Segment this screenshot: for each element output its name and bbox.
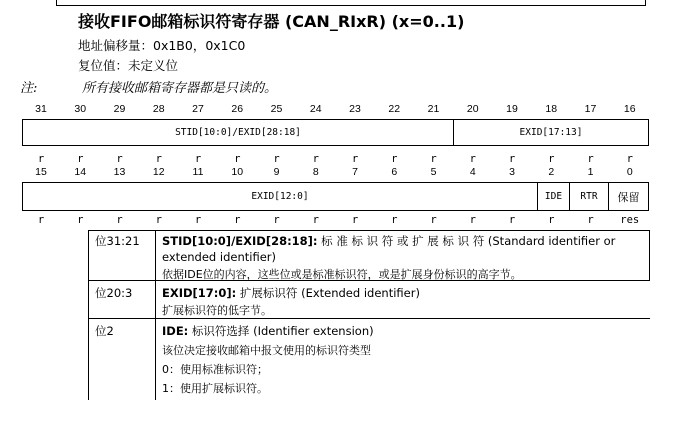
bit-number: 19	[506, 103, 518, 115]
access-type: r	[469, 214, 476, 226]
field-summary: 标 准 标 识 符 或 扩 展 标 识 符 (Standard identifier or extended identifier)	[162, 234, 616, 264]
bit-number: 14	[74, 166, 87, 178]
bit-number: 24	[309, 103, 322, 115]
field-label: 保留	[617, 190, 640, 204]
bit-number: 28	[152, 103, 165, 115]
table-border	[88, 230, 89, 400]
bit-range: 位2	[95, 324, 114, 338]
description-row	[162, 285, 644, 319]
bit-number: 31	[35, 103, 47, 115]
field-name: STID[10:0]/EXID[28:18]:	[162, 234, 318, 248]
access-type: r	[155, 214, 162, 226]
access-type: r	[273, 214, 280, 226]
access-type: r	[587, 153, 594, 165]
field-summary: 标识符选择 (Identifier extension)	[188, 324, 374, 338]
bit-number: 30	[74, 103, 87, 115]
bit-number: 29	[113, 103, 126, 115]
access-type: r	[77, 214, 84, 226]
access-type: r	[234, 214, 241, 226]
bit-number: 10	[231, 166, 244, 178]
access-type: r	[548, 214, 555, 226]
access-type: r	[37, 214, 45, 226]
bit-number: 13	[113, 166, 126, 178]
bit-number: 0	[626, 166, 633, 178]
field-label: STID[10:0]/EXID[28:18]	[175, 127, 301, 138]
access-type: r	[351, 153, 359, 165]
bit-number: 16	[623, 103, 636, 115]
access-type: r	[351, 214, 359, 226]
field-summary: 扩展标识符 (Extended identifier)	[236, 286, 420, 300]
access-type: r	[116, 214, 123, 226]
access-type: r	[234, 153, 241, 165]
frame-fragment	[56, 5, 646, 6]
bit-range: 位31:21	[95, 234, 140, 248]
access-type: r	[155, 153, 162, 165]
bit-range: 位20:3	[95, 286, 133, 300]
bit-number: 9	[273, 166, 280, 178]
field-detail: 扩展标识符的低字节。	[162, 304, 272, 317]
field-reserved	[608, 182, 649, 211]
bit-number: 6	[391, 166, 398, 178]
access-type: r	[391, 214, 398, 226]
field-name: EXID[17:0]:	[162, 286, 237, 300]
field-detail: 0：使用标准标识符；	[162, 363, 268, 376]
table-border	[649, 230, 650, 280]
field-exid-12-0	[22, 182, 538, 211]
field-ide	[537, 182, 570, 211]
access-type: r	[116, 153, 123, 165]
bit-number: 25	[270, 103, 283, 115]
field-detail: 依据IDE位的内容，这些位或是标准标识符，或是扩展身份标识的高字节。	[162, 268, 522, 281]
access-type: r	[587, 214, 594, 226]
bit-number: 21	[427, 103, 440, 115]
access-type: r	[626, 153, 633, 165]
access-type: res	[620, 214, 640, 226]
bit-number: 17	[584, 103, 597, 115]
note-text: 所有接收邮箱寄存器都是只读的。	[82, 81, 278, 96]
bit-number: 8	[312, 166, 319, 178]
bit-number: 27	[192, 103, 204, 115]
bit-number: 23	[349, 103, 361, 115]
reset-value: 复位值：未定义位	[78, 58, 179, 73]
field-rtr	[569, 182, 609, 211]
access-type: r	[508, 214, 516, 226]
bit-description-table	[88, 230, 650, 400]
field-exid-17-13	[453, 119, 649, 146]
access-type: r	[77, 153, 84, 165]
access-type: r	[37, 153, 45, 165]
access-type: r	[273, 153, 280, 165]
bit-number: 5	[430, 166, 437, 178]
bit-number: 15	[35, 166, 47, 178]
description-row	[162, 233, 644, 283]
access-type: r	[508, 153, 516, 165]
field-detail: 该位决定接收邮箱中报文使用的标识符类型	[162, 344, 371, 357]
field-stid-exid-high	[22, 119, 454, 146]
access-type: r	[194, 214, 202, 226]
bit-number: 18	[545, 103, 558, 115]
field-label: RTR	[580, 191, 598, 202]
bit-number: 7	[352, 166, 358, 178]
access-type: r	[548, 153, 555, 165]
bit-number: 2	[548, 166, 555, 178]
table-border	[88, 230, 650, 231]
field-detail: 1：使用扩展标识符。	[162, 382, 268, 395]
access-type: r	[312, 214, 319, 226]
bit-number: 20	[466, 103, 479, 115]
access-type: r	[391, 153, 398, 165]
access-type: r	[430, 214, 437, 226]
note-label: 注:	[20, 81, 38, 96]
address-offset: 地址偏移量：0x1B0，0x1C0	[78, 38, 246, 53]
field-label: EXID[17:13]	[519, 127, 583, 138]
bit-number: 12	[152, 166, 165, 178]
bit-number: 11	[192, 166, 204, 178]
access-type: r	[469, 153, 476, 165]
field-label: EXID[12:0]	[251, 191, 309, 202]
field-name: IDE:	[162, 324, 189, 338]
access-type: r	[312, 153, 319, 165]
access-type: r	[430, 153, 437, 165]
table-border	[155, 230, 156, 400]
bit-number: 4	[469, 166, 476, 178]
bit-number: 26	[231, 103, 244, 115]
access-type: r	[194, 153, 202, 165]
field-label: IDE	[544, 191, 563, 202]
description-row	[162, 323, 644, 398]
bit-number: 3	[509, 166, 515, 178]
bit-number: 22	[388, 103, 401, 115]
register-title: 接收FIFO邮箱标识符寄存器 (CAN_RIxR) (x=0..1)	[78, 12, 465, 31]
bit-number: 1	[587, 166, 594, 178]
